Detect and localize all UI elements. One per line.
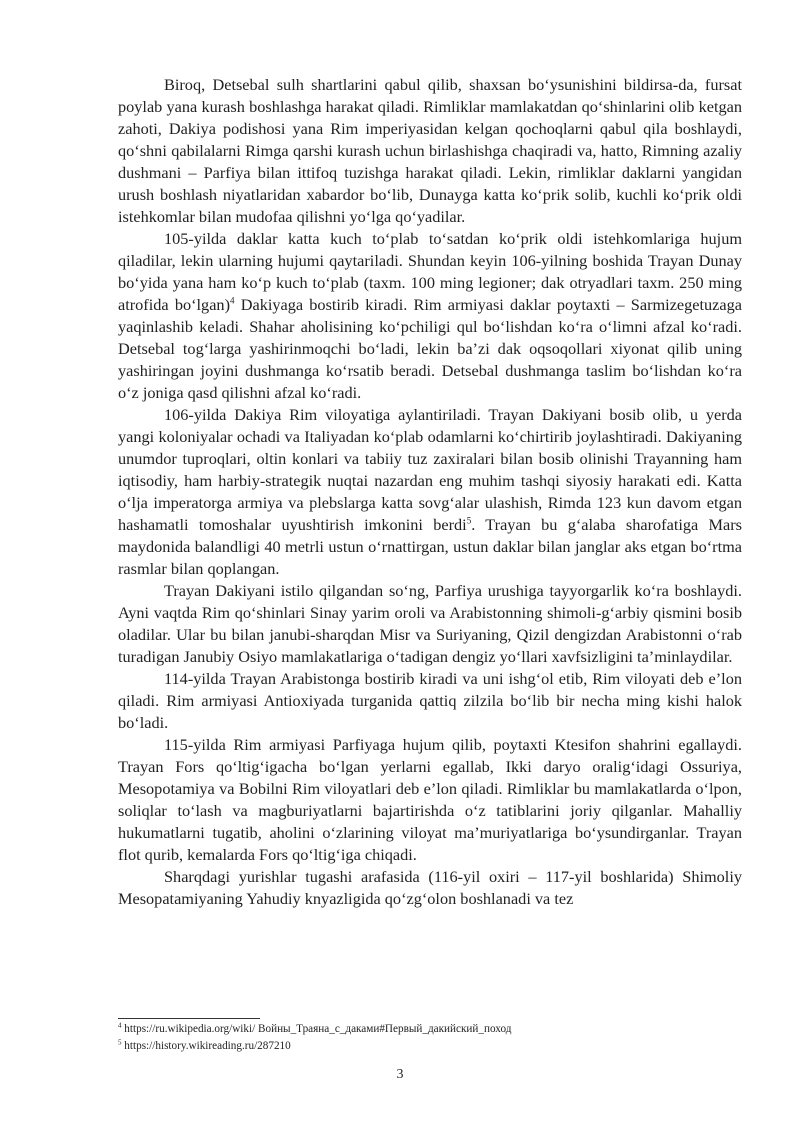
paragraph-6-text: 115-yilda Rim armiyasi Parfiyaga hujum qilib, poytaxti Ktesifon shahrini egallaydi. Trayan Fors qo‘ltig‘igacha bo‘lgan yerlarni egallab, Ikki daryo oralig‘idagi Ossuriya, Mesopotamiya va Bobilni Rim viloyatlari deb e’lon qiladi. Rimliklar bu mamlakatlarda o‘lpon, soliqlar to‘lash va magburiyatlarni bajartirishda o‘z tatiblarini joriy qilganlar. Mahalliy hukumatlarni tugatib, aholini o‘zlarining viloyat ma’muriyatlariga bo‘ysundirganlar. Trayan flot qurib, kemalarda Fors qo‘ltig‘iga chiqadi. <box>118 735 742 864</box>
paragraph-3-text: 106-yilda Dakiya Rim viloyatiga aylantiriladi. Trayan Dakiyani bosib olib, u yerda yangi koloniyalar ochadi va Italiyadan ko‘plab odamlarni ko‘chirtirib joylashtiradi. Dakiyaning unumdor tuproqlari, oltin konlari va tabiiy tuz zaxiralari bilan bosib olinishi Trayanning ham iqtisodiy, ham harbiy-strategik nuqtai nazardan eng muhim tashqi siyosiy harakati edi. Katta o‘lja imperatorga armiya va plebslarga katta sovg‘alar ulashish, Rimda 123 kun davom etgan hashamatli tomoshalar uyushtirish imkonini berdi <box>118 405 742 534</box>
paragraph-1-text: Biroq, Detsebal sulh shartlarini qabul qilib, shaxsan bo‘ysunishini bildirsa-da, fursat poylab yana kurash boshlashga harakat qiladi. Rimliklar mamlakatdan qo‘shinlarini olib ketgan zahoti, Dakiya podishosi yana Rim imperiyasidan kelgan qochoqlarni qabul qila boshlaydi, qo‘shni qabilalarni Rimga qarshi kurash uchun birlashishga chaqiradi va, hatto, Rimning azaliy dushmani – Parfiya bilan ittifoq tuzishga harakat qiladi. Lekin, rimliklar daklarni yangidan urush boshlash niyatlaridan xabardor bo‘lib, Dunayga katta ko‘prik solib, kuchli ko‘prik oldi istehkomlar bilan mudofaa qilishni yo‘lga qo‘yadilar. <box>118 75 742 226</box>
paragraph-5 <box>118 668 742 734</box>
paragraph-7-text: Sharqdagi yurishlar tugashi arafasida (116-yil oxiri – 117-yil boshlarida) Shimoliy Mesopatamiyaning Yahudiy knyazligida qo‘zg‘olon boshlanadi va tez <box>118 867 742 908</box>
page-body <box>118 74 742 910</box>
paragraph-4-text: Trayan Dakiyani istilo qilgandan so‘ng, Parfiya urushiga tayyorgarlik ko‘ra boshlaydi. Ayni vaqtda Rim qo‘shinlari Sinay yarim oroli va Arabistonning shimoli-g‘arbiy qismini bosib oladilar. Ular bu bilan janubi-sharqdan Misr va Suriyaning, Qizil dengizdan Arabistonni o‘rab turadigan Janubiy Osiyo mamlakatlariga o‘tadigan dengiz yo‘llari xavfsizligini ta’minlaydilar. <box>118 581 742 666</box>
page-number: 3 <box>396 1067 404 1082</box>
footnote-5 <box>118 1038 758 1055</box>
footnote-4-link[interactable]: https://ru.wikipedia.org/wiki/ Войны_Траяна_с_даками#Первый_дакийский_поход <box>121 1023 512 1035</box>
paragraph-2-text: 105-yilda daklar katta kuch to‘plab to‘satdan ko‘prik oldi istehkomlariga hujum qiladilar, lekin ularning hujumi qaytariladi. Shundan keyin 106-yilning boshida Trayan Dunay bo‘yida yana ham ko‘p kuch to‘plab (taxm. 100 ming legioner; dak otryadlari taxm. 250 ming atrofida bo‘lgan) <box>118 229 742 314</box>
footnote-ref-5[interactable]: 5 <box>466 515 472 526</box>
paragraph-2-text-cont: Dakiyaga bostirib kiradi. Rim armiyasi daklar poytaxti – Sarmizegetuzaga yaqinlashib keladi. Shahar aholisining ko‘pchiligi qul bo‘lishdan ko‘ra o‘limni afzal ko‘radi. Detsebal tog‘larga yashirinmoqchi bo‘ladi, lekin ba’zi dak oqsoqollari xiyonat qilib uning yashiringan joyini dushmanga ko‘rsatib beradi. Detsebal dushmanga taslim bo‘lishdan ko‘ra o‘z joniga qasd qilishni afzal ko‘radi. <box>118 295 743 402</box>
paragraph-5-text: 114-yilda Trayan Arabistonga bostirib kiradi va uni ishg‘ol etib, Rim viloyati deb e’lon qiladi. Rim armiyasi Antioxiyada turganida qattiq zilzila bo‘lib bir necha ming kishi halok bo‘ladi. <box>118 669 742 732</box>
footnote-4-mark: 4 <box>118 1021 122 1030</box>
paragraph-3 <box>118 404 742 580</box>
footnote-separator <box>118 1018 260 1019</box>
paragraph-7 <box>118 866 742 910</box>
paragraph-3-text-cont: . Trayan bu g‘alaba sharofatiga Mars maydonida balandligi 40 metrli ustun o‘rnattirgan, ustun daklar bilan janglar aks etgan bo‘rtma rasmlar bilan qoplangan. <box>118 515 742 578</box>
footnotes <box>118 1021 758 1055</box>
paragraph-4 <box>118 580 742 668</box>
footnote-ref-4[interactable]: 4 <box>230 295 235 306</box>
paragraph-6 <box>118 734 742 866</box>
paragraph-1 <box>118 74 742 228</box>
footnote-4 <box>118 1021 758 1038</box>
paragraph-2 <box>118 228 742 404</box>
footnote-5-link[interactable]: https://history.wikireading.ru/287210 <box>121 1040 291 1052</box>
footnote-5-mark: 5 <box>118 1038 122 1047</box>
